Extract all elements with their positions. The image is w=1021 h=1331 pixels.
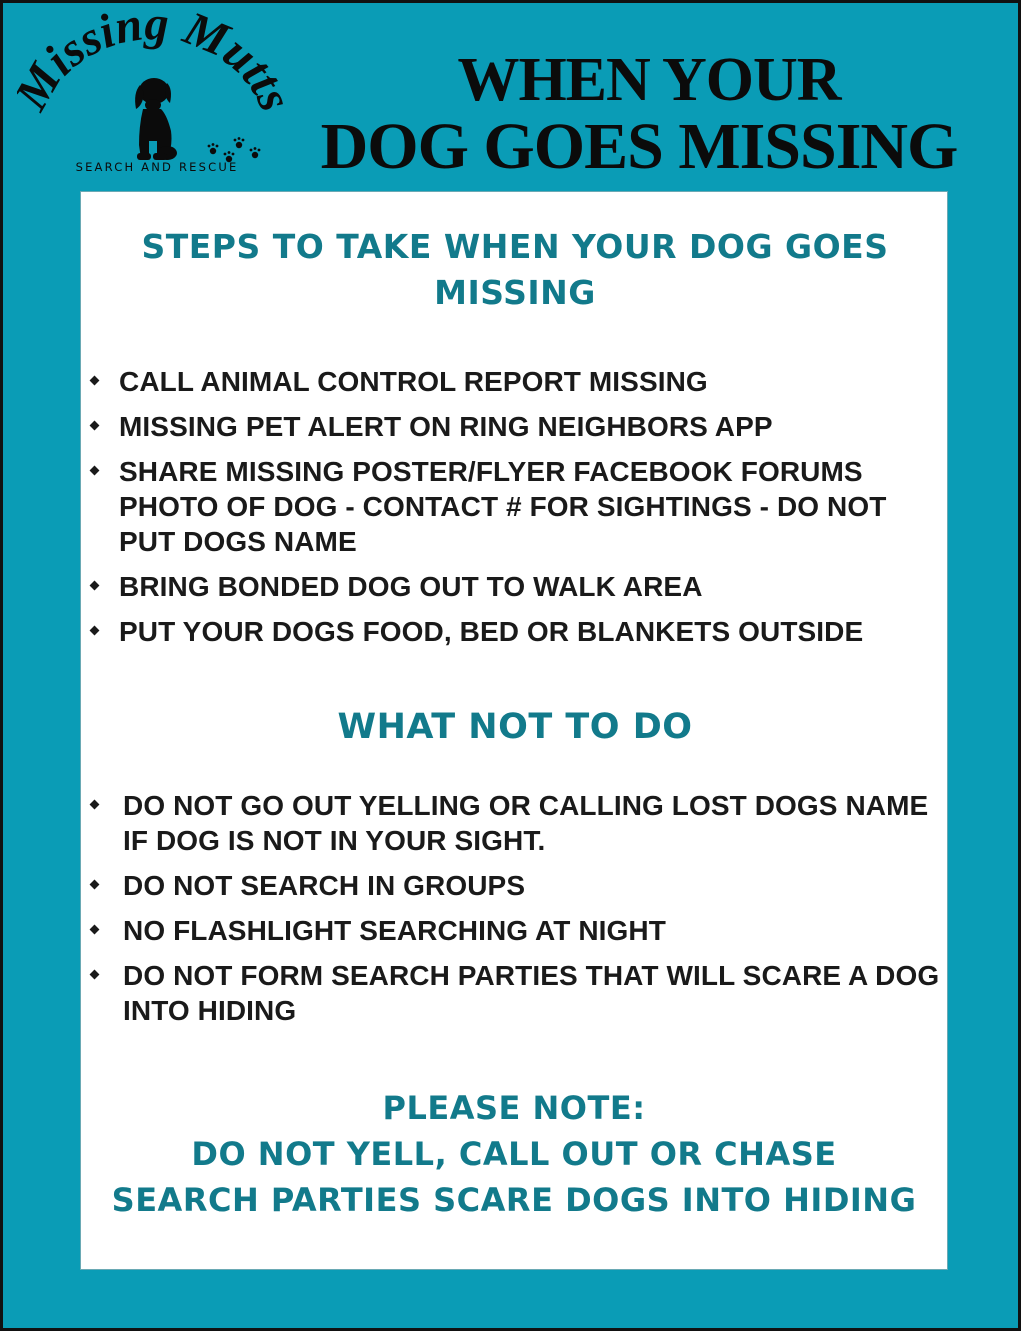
list-item-text: MISSING PET ALERT ON RING NEIGHBORS APP (119, 411, 773, 442)
list-item (91, 958, 941, 1028)
logo-name-path: issing Mutt (34, 13, 287, 103)
dog-silhouette-icon (135, 78, 177, 160)
list-item (91, 868, 941, 903)
bullet-icon (90, 466, 100, 476)
steps-list (91, 364, 931, 659)
bullet-icon (90, 970, 100, 980)
list-item (91, 788, 941, 858)
steps-heading: STEPS TO TAKE WHEN YOUR DOG GOES MISSING (141, 227, 889, 312)
poster-title (289, 47, 989, 181)
title-line-1: WHEN YOUR (457, 46, 841, 114)
list-item-text: SHARE MISSING POSTER/FLYER FACEBOOK FORUMS PHOTO OF DOG - CONTACT # FOR SIGHTINGS - DO NOT PUT DOGS NAME (119, 456, 887, 557)
list-item-text: NO FLASHLIGHT SEARCHING AT NIGHT (123, 915, 666, 946)
list-item-text: PUT YOUR DOGS FOOD, BED OR BLANKETS OUTSIDE (119, 616, 864, 647)
logo-subtitle: SEARCH AND RESCUE (75, 160, 239, 174)
bullet-icon (90, 581, 100, 591)
bullet-icon (90, 800, 100, 810)
list-item-text: DO NOT FORM SEARCH PARTIES THAT WILL SCARE A DOG INTO HIDING (123, 960, 940, 1026)
list-item (91, 454, 931, 559)
list-item (91, 913, 941, 948)
what-not-to-do-heading: WHAT NOT TO DO (337, 707, 693, 747)
list-item (91, 409, 931, 444)
please-note (81, 1085, 947, 1223)
note-line-1: PLEASE NOTE: (382, 1089, 646, 1127)
paw-prints-icon (208, 137, 261, 162)
bullet-icon (90, 626, 100, 636)
what-not-to-do-list (91, 788, 941, 1038)
bullet-icon (90, 376, 100, 386)
title-line-2: DOG GOES MISSING (320, 110, 958, 183)
note-line-3: SEARCH PARTIES SCARE DOGS INTO HIDING (111, 1181, 917, 1219)
poster-header (3, 3, 1018, 193)
list-item (91, 569, 931, 604)
list-item (91, 364, 931, 399)
list-item (91, 614, 931, 649)
list-item-text: DO NOT GO OUT YELLING OR CALLING LOST DOGS NAME IF DOG IS NOT IN YOUR SIGHT. (123, 790, 929, 856)
bullet-icon (90, 880, 100, 890)
content-panel (80, 191, 948, 1270)
list-item-text: DO NOT SEARCH IN GROUPS (123, 870, 526, 901)
list-item-text: BRING BONDED DOG OUT TO WALK AREA (119, 571, 703, 602)
logo-graphic (17, 13, 287, 183)
bullet-icon (90, 421, 100, 431)
note-line-2: DO NOT YELL, CALL OUT OR CHASE (191, 1135, 837, 1173)
missing-mutts-logo (17, 13, 287, 183)
list-item-text: CALL ANIMAL CONTROL REPORT MISSING (119, 366, 708, 397)
bullet-icon (90, 925, 100, 935)
